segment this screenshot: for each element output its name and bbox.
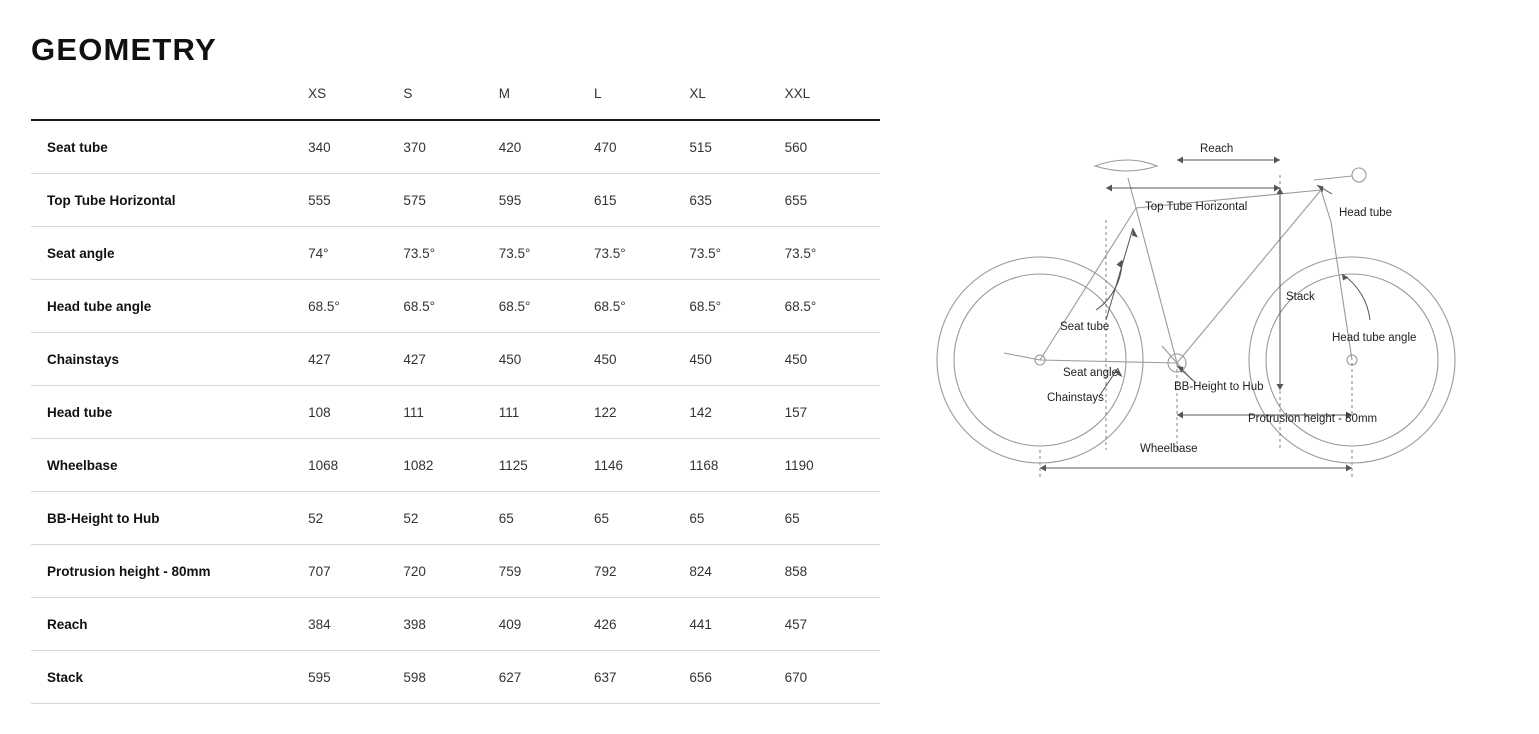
- label-seat-angle: Seat angle: [1063, 367, 1118, 379]
- row-label: Reach: [31, 597, 308, 650]
- cell-value: 398: [403, 597, 498, 650]
- cell-value: 409: [499, 597, 594, 650]
- row-label: Wheelbase: [31, 438, 308, 491]
- cell-value: 68.5°: [308, 279, 403, 332]
- cell-value: 792: [594, 544, 689, 597]
- page-title: GEOMETRY: [31, 32, 217, 67]
- cell-value: 824: [689, 544, 784, 597]
- cell-value: 555: [308, 173, 403, 226]
- row-label: Top Tube Horizontal: [31, 173, 308, 226]
- cell-value: 384: [308, 597, 403, 650]
- cell-value: 615: [594, 173, 689, 226]
- row-label: BB-Height to Hub: [31, 491, 308, 544]
- cell-value: 52: [403, 491, 498, 544]
- cell-value: 340: [308, 120, 403, 173]
- cell-value: 73.5°: [689, 226, 784, 279]
- cell-value: 111: [499, 385, 594, 438]
- table-body: [31, 120, 880, 703]
- diagram-labels: [1047, 143, 1416, 455]
- column-header-xxl: XXL: [785, 86, 880, 120]
- column-header-label: [31, 86, 308, 120]
- cell-value: 65: [499, 491, 594, 544]
- cell-value: 52: [308, 491, 403, 544]
- table-row: [31, 226, 880, 279]
- cell-value: 858: [785, 544, 880, 597]
- cell-value: 427: [403, 332, 498, 385]
- cell-value: 470: [594, 120, 689, 173]
- row-label: Chainstays: [31, 332, 308, 385]
- cell-value: 441: [689, 597, 784, 650]
- cell-value: 1068: [308, 438, 403, 491]
- cell-value: 627: [499, 650, 594, 703]
- table-row: [31, 650, 880, 703]
- cell-value: 1168: [689, 438, 784, 491]
- column-header-l: L: [594, 86, 689, 120]
- row-label: Protrusion height - 80mm: [31, 544, 308, 597]
- table-header: [31, 86, 880, 120]
- cell-value: 1190: [785, 438, 880, 491]
- table-row: [31, 120, 880, 173]
- label-stack: Stack: [1286, 291, 1315, 303]
- cell-value: 68.5°: [499, 279, 594, 332]
- cell-value: 595: [308, 650, 403, 703]
- cell-value: 74°: [308, 226, 403, 279]
- cell-value: 450: [689, 332, 784, 385]
- cell-value: 65: [594, 491, 689, 544]
- cell-value: 595: [499, 173, 594, 226]
- cell-value: 108: [308, 385, 403, 438]
- cell-value: 1082: [403, 438, 498, 491]
- cell-value: 73.5°: [499, 226, 594, 279]
- table-row: [31, 279, 880, 332]
- row-label: Head tube angle: [31, 279, 308, 332]
- cell-value: 707: [308, 544, 403, 597]
- cell-value: 1125: [499, 438, 594, 491]
- cell-value: 450: [499, 332, 594, 385]
- cell-value: 457: [785, 597, 880, 650]
- cell-value: 370: [403, 120, 498, 173]
- table-row: [31, 491, 880, 544]
- cell-value: 575: [403, 173, 498, 226]
- label-seat-tube: Seat tube: [1060, 321, 1110, 333]
- row-label: Seat angle: [31, 226, 308, 279]
- geometry-table: [31, 86, 880, 704]
- cell-value: 68.5°: [594, 279, 689, 332]
- bicycle-geometry-diagram: [900, 143, 1520, 550]
- cell-value: 157: [785, 385, 880, 438]
- cell-value: 65: [785, 491, 880, 544]
- table-row: [31, 438, 880, 491]
- table-row: [31, 597, 880, 650]
- table-row: [31, 332, 880, 385]
- column-header-xl: XL: [689, 86, 784, 120]
- label-reach: Reach: [1200, 143, 1234, 155]
- column-header-m: M: [499, 86, 594, 120]
- row-label: Head tube: [31, 385, 308, 438]
- label-protrusion: Protrusion height - 80mm: [1248, 413, 1378, 425]
- row-label: Seat tube: [31, 120, 308, 173]
- cell-value: 656: [689, 650, 784, 703]
- cell-value: 1146: [594, 438, 689, 491]
- cell-value: 560: [785, 120, 880, 173]
- cell-value: 426: [594, 597, 689, 650]
- cell-value: 670: [785, 650, 880, 703]
- cell-value: 68.5°: [403, 279, 498, 332]
- cell-value: 720: [403, 544, 498, 597]
- cell-value: 655: [785, 173, 880, 226]
- label-bb-height: BB-Height to Hub: [1174, 381, 1264, 393]
- label-wheelbase: Wheelbase: [1140, 443, 1198, 455]
- cell-value: 515: [689, 120, 784, 173]
- cell-value: 122: [594, 385, 689, 438]
- table-row: [31, 173, 880, 226]
- label-chainstays: Chainstays: [1047, 392, 1104, 404]
- cell-value: 637: [594, 650, 689, 703]
- label-head-tube: Head tube: [1339, 207, 1393, 219]
- cell-value: 111: [403, 385, 498, 438]
- cell-value: 73.5°: [594, 226, 689, 279]
- column-header-s: S: [403, 86, 498, 120]
- cell-value: 73.5°: [785, 226, 880, 279]
- cell-value: 635: [689, 173, 784, 226]
- cell-value: 598: [403, 650, 498, 703]
- table-header-row: [31, 86, 880, 120]
- cell-value: 68.5°: [785, 279, 880, 332]
- cell-value: 420: [499, 120, 594, 173]
- cell-value: 68.5°: [689, 279, 784, 332]
- cell-value: 450: [594, 332, 689, 385]
- cell-value: 142: [689, 385, 784, 438]
- cell-value: 73.5°: [403, 226, 498, 279]
- label-top-tube: Top Tube Horizontal: [1145, 201, 1248, 213]
- geometry-table-container: [31, 86, 880, 704]
- table-row: [31, 385, 880, 438]
- row-label: Stack: [31, 650, 308, 703]
- label-head-tube-angle: Head tube angle: [1332, 332, 1417, 344]
- table-row: [31, 544, 880, 597]
- cell-value: 759: [499, 544, 594, 597]
- cell-value: 450: [785, 332, 880, 385]
- cell-value: 427: [308, 332, 403, 385]
- cell-value: 65: [689, 491, 784, 544]
- column-header-xs: XS: [308, 86, 403, 120]
